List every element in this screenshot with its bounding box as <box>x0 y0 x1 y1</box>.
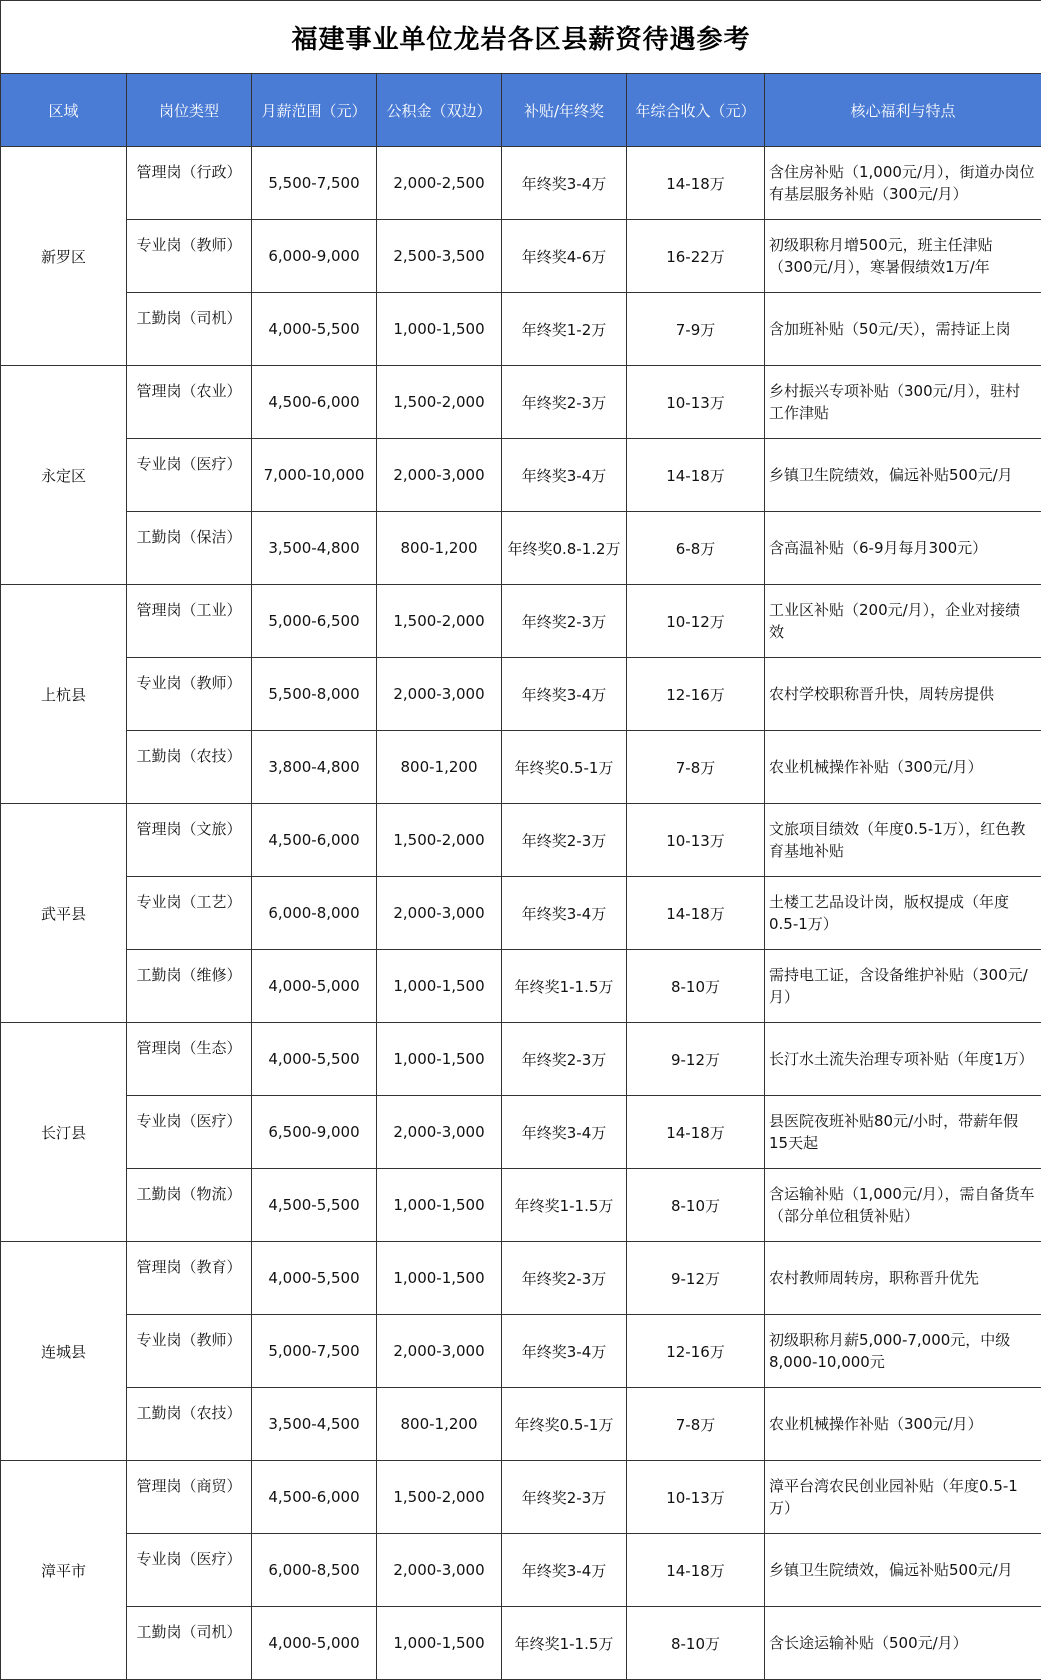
annual-income-cell: 7-8万 <box>627 731 765 804</box>
table-row <box>1 147 1041 220</box>
benefits-cell: 县医院夜班补贴80元/小时，带薪年假15天起 <box>765 1096 1041 1169</box>
monthly-salary-cell: 6,000-8,000 <box>252 877 377 950</box>
annual-income-cell: 10-13万 <box>627 804 765 877</box>
monthly-salary-cell: 6,000-8,500 <box>252 1534 377 1607</box>
housing-fund-cell: 1,500-2,000 <box>377 366 502 439</box>
region-cell: 上杭县 <box>1 585 127 804</box>
header-benefits: 核心福利与特点 <box>765 74 1041 147</box>
housing-fund-cell: 1,500-2,000 <box>377 585 502 658</box>
benefits-cell: 农村学校职称晋升快，周转房提供 <box>765 658 1041 731</box>
position-type-cell: 专业岗（教师） <box>127 658 252 731</box>
bonus-cell: 年终奖2-3万 <box>502 366 627 439</box>
table-row <box>1 1461 1041 1534</box>
table-row <box>1 512 1041 585</box>
monthly-salary-cell: 4,000-5,500 <box>252 293 377 366</box>
housing-fund-cell: 800-1,200 <box>377 512 502 585</box>
bonus-cell: 年终奖0.5-1万 <box>502 731 627 804</box>
position-type-cell: 专业岗（教师） <box>127 220 252 293</box>
housing-fund-cell: 800-1,200 <box>377 1388 502 1461</box>
benefits-cell: 农业机械操作补贴（300元/月） <box>765 731 1041 804</box>
table-row <box>1 877 1041 950</box>
housing-fund-cell: 2,000-3,000 <box>377 877 502 950</box>
benefits-cell: 工业区补贴（200元/月），企业对接绩效 <box>765 585 1041 658</box>
position-type-cell: 工勤岗（维修） <box>127 950 252 1023</box>
annual-income-cell: 14-18万 <box>627 1096 765 1169</box>
position-type-cell: 管理岗（文旅） <box>127 804 252 877</box>
bonus-cell: 年终奖3-4万 <box>502 147 627 220</box>
bonus-cell: 年终奖2-3万 <box>502 1023 627 1096</box>
housing-fund-cell: 1,000-1,500 <box>377 293 502 366</box>
benefits-cell: 需持电工证，含设备维护补贴（300元/月） <box>765 950 1041 1023</box>
region-cell: 永定区 <box>1 366 127 585</box>
table-row <box>1 293 1041 366</box>
position-type-cell: 管理岗（农业） <box>127 366 252 439</box>
benefits-cell: 漳平台湾农民创业园补贴（年度0.5-1万） <box>765 1461 1041 1534</box>
region-cell: 连城县 <box>1 1242 127 1461</box>
table-row <box>1 1096 1041 1169</box>
table-body <box>1 147 1041 1680</box>
monthly-salary-cell: 5,000-7,500 <box>252 1315 377 1388</box>
position-type-cell: 专业岗（医疗） <box>127 439 252 512</box>
position-type-cell: 管理岗（教育） <box>127 1242 252 1315</box>
benefits-cell: 乡镇卫生院绩效，偏远补贴500元/月 <box>765 439 1041 512</box>
housing-fund-cell: 1,000-1,500 <box>377 1169 502 1242</box>
monthly-salary-cell: 6,500-9,000 <box>252 1096 377 1169</box>
position-type-cell: 工勤岗（农技） <box>127 731 252 804</box>
position-type-cell: 工勤岗（农技） <box>127 1388 252 1461</box>
benefits-cell: 乡镇卫生院绩效，偏远补贴500元/月 <box>765 1534 1041 1607</box>
bonus-cell: 年终奖1-1.5万 <box>502 1607 627 1680</box>
benefits-cell: 长汀水土流失治理专项补贴（年度1万） <box>765 1023 1041 1096</box>
bonus-cell: 年终奖2-3万 <box>502 1242 627 1315</box>
table-row <box>1 366 1041 439</box>
table-row <box>1 1534 1041 1607</box>
bonus-cell: 年终奖0.8-1.2万 <box>502 512 627 585</box>
table-row <box>1 1607 1041 1680</box>
monthly-salary-cell: 4,500-6,000 <box>252 804 377 877</box>
annual-income-cell: 6-8万 <box>627 512 765 585</box>
housing-fund-cell: 2,000-3,000 <box>377 1534 502 1607</box>
bonus-cell: 年终奖3-4万 <box>502 877 627 950</box>
table-row <box>1 585 1041 658</box>
housing-fund-cell: 1,000-1,500 <box>377 1242 502 1315</box>
benefits-cell: 含长途运输补贴（500元/月） <box>765 1607 1041 1680</box>
annual-income-cell: 16-22万 <box>627 220 765 293</box>
annual-income-cell: 9-12万 <box>627 1242 765 1315</box>
position-type-cell: 管理岗（工业） <box>127 585 252 658</box>
table-row <box>1 1388 1041 1461</box>
annual-income-cell: 12-16万 <box>627 658 765 731</box>
annual-income-cell: 7-8万 <box>627 1388 765 1461</box>
benefits-cell: 含加班补贴（50元/天），需持证上岗 <box>765 293 1041 366</box>
annual-income-cell: 8-10万 <box>627 1169 765 1242</box>
table-row <box>1 1169 1041 1242</box>
benefits-cell: 含高温补贴（6-9月每月300元） <box>765 512 1041 585</box>
header-annual-income: 年综合收入（元） <box>627 74 765 147</box>
position-type-cell: 管理岗（行政） <box>127 147 252 220</box>
benefits-cell: 含住房补贴（1,000元/月），街道办岗位有基层服务补贴（300元/月） <box>765 147 1041 220</box>
housing-fund-cell: 1,500-2,000 <box>377 804 502 877</box>
header-bonus: 补贴/年终奖 <box>502 74 627 147</box>
monthly-salary-cell: 5,500-7,500 <box>252 147 377 220</box>
position-type-cell: 工勤岗（保洁） <box>127 512 252 585</box>
header-row <box>1 74 1041 147</box>
bonus-cell: 年终奖0.5-1万 <box>502 1388 627 1461</box>
page-title: 福建事业单位龙岩各区县薪资待遇参考 <box>1 1 1041 74</box>
region-cell: 武平县 <box>1 804 127 1023</box>
monthly-salary-cell: 7,000-10,000 <box>252 439 377 512</box>
annual-income-cell: 14-18万 <box>627 877 765 950</box>
monthly-salary-cell: 4,000-5,500 <box>252 1023 377 1096</box>
annual-income-cell: 10-13万 <box>627 366 765 439</box>
monthly-salary-cell: 4,000-5,000 <box>252 1607 377 1680</box>
annual-income-cell: 8-10万 <box>627 950 765 1023</box>
monthly-salary-cell: 3,500-4,500 <box>252 1388 377 1461</box>
housing-fund-cell: 2,000-3,000 <box>377 658 502 731</box>
bonus-cell: 年终奖1-2万 <box>502 293 627 366</box>
table-row <box>1 1023 1041 1096</box>
housing-fund-cell: 1,000-1,500 <box>377 1607 502 1680</box>
annual-income-cell: 8-10万 <box>627 1607 765 1680</box>
table-row <box>1 804 1041 877</box>
region-cell: 长汀县 <box>1 1023 127 1242</box>
annual-income-cell: 14-18万 <box>627 147 765 220</box>
bonus-cell: 年终奖3-4万 <box>502 439 627 512</box>
housing-fund-cell: 1,000-1,500 <box>377 1023 502 1096</box>
position-type-cell: 工勤岗（司机） <box>127 1607 252 1680</box>
benefits-cell: 乡村振兴专项补贴（300元/月），驻村工作津贴 <box>765 366 1041 439</box>
position-type-cell: 专业岗（工艺） <box>127 877 252 950</box>
region-cell: 新罗区 <box>1 147 127 366</box>
benefits-cell: 初级职称月增500元，班主任津贴（300元/月），寒暑假绩效1万/年 <box>765 220 1041 293</box>
annual-income-cell: 10-13万 <box>627 1461 765 1534</box>
annual-income-cell: 10-12万 <box>627 585 765 658</box>
monthly-salary-cell: 5,500-8,000 <box>252 658 377 731</box>
benefits-cell: 土楼工艺品设计岗，版权提成（年度0.5-1万） <box>765 877 1041 950</box>
table-row <box>1 731 1041 804</box>
monthly-salary-cell: 5,000-6,500 <box>252 585 377 658</box>
bonus-cell: 年终奖2-3万 <box>502 804 627 877</box>
housing-fund-cell: 2,000-3,000 <box>377 439 502 512</box>
monthly-salary-cell: 4,500-6,000 <box>252 366 377 439</box>
bonus-cell: 年终奖3-4万 <box>502 1534 627 1607</box>
benefits-cell: 农业机械操作补贴（300元/月） <box>765 1388 1041 1461</box>
housing-fund-cell: 2,500-3,500 <box>377 220 502 293</box>
region-cell: 漳平市 <box>1 1461 127 1680</box>
bonus-cell: 年终奖1-1.5万 <box>502 1169 627 1242</box>
table-row <box>1 1242 1041 1315</box>
position-type-cell: 管理岗（生态） <box>127 1023 252 1096</box>
bonus-cell: 年终奖1-1.5万 <box>502 950 627 1023</box>
position-type-cell: 工勤岗（司机） <box>127 293 252 366</box>
position-type-cell: 专业岗（教师） <box>127 1315 252 1388</box>
annual-income-cell: 9-12万 <box>627 1023 765 1096</box>
housing-fund-cell: 800-1,200 <box>377 731 502 804</box>
position-type-cell: 专业岗（医疗） <box>127 1534 252 1607</box>
housing-fund-cell: 1,000-1,500 <box>377 950 502 1023</box>
bonus-cell: 年终奖3-4万 <box>502 1315 627 1388</box>
header-housing-fund: 公积金（双边） <box>377 74 502 147</box>
annual-income-cell: 7-9万 <box>627 293 765 366</box>
monthly-salary-cell: 4,500-5,500 <box>252 1169 377 1242</box>
monthly-salary-cell: 4,500-6,000 <box>252 1461 377 1534</box>
annual-income-cell: 14-18万 <box>627 1534 765 1607</box>
header-region: 区域 <box>1 74 127 147</box>
table-row <box>1 220 1041 293</box>
monthly-salary-cell: 6,000-9,000 <box>252 220 377 293</box>
benefits-cell: 农村教师周转房，职称晋升优先 <box>765 1242 1041 1315</box>
position-type-cell: 工勤岗（物流） <box>127 1169 252 1242</box>
bonus-cell: 年终奖2-3万 <box>502 585 627 658</box>
table-row <box>1 1315 1041 1388</box>
monthly-salary-cell: 4,000-5,000 <box>252 950 377 1023</box>
table-row <box>1 950 1041 1023</box>
bonus-cell: 年终奖2-3万 <box>502 1461 627 1534</box>
housing-fund-cell: 1,500-2,000 <box>377 1461 502 1534</box>
bonus-cell: 年终奖3-4万 <box>502 1096 627 1169</box>
monthly-salary-cell: 3,800-4,800 <box>252 731 377 804</box>
header-position-type: 岗位类型 <box>127 74 252 147</box>
housing-fund-cell: 2,000-2,500 <box>377 147 502 220</box>
position-type-cell: 专业岗（医疗） <box>127 1096 252 1169</box>
housing-fund-cell: 2,000-3,000 <box>377 1096 502 1169</box>
monthly-salary-cell: 4,000-5,500 <box>252 1242 377 1315</box>
header-monthly-salary: 月薪范围（元） <box>252 74 377 147</box>
annual-income-cell: 14-18万 <box>627 439 765 512</box>
table-row <box>1 658 1041 731</box>
housing-fund-cell: 2,000-3,000 <box>377 1315 502 1388</box>
benefits-cell: 含运输补贴（1,000元/月），需自备货车（部分单位租赁补贴） <box>765 1169 1041 1242</box>
table-row <box>1 439 1041 512</box>
annual-income-cell: 12-16万 <box>627 1315 765 1388</box>
benefits-cell: 初级职称月薪5,000-7,000元，中级8,000-10,000元 <box>765 1315 1041 1388</box>
monthly-salary-cell: 3,500-4,800 <box>252 512 377 585</box>
position-type-cell: 管理岗（商贸） <box>127 1461 252 1534</box>
bonus-cell: 年终奖4-6万 <box>502 220 627 293</box>
benefits-cell: 文旅项目绩效（年度0.5-1万），红色教育基地补贴 <box>765 804 1041 877</box>
bonus-cell: 年终奖3-4万 <box>502 658 627 731</box>
